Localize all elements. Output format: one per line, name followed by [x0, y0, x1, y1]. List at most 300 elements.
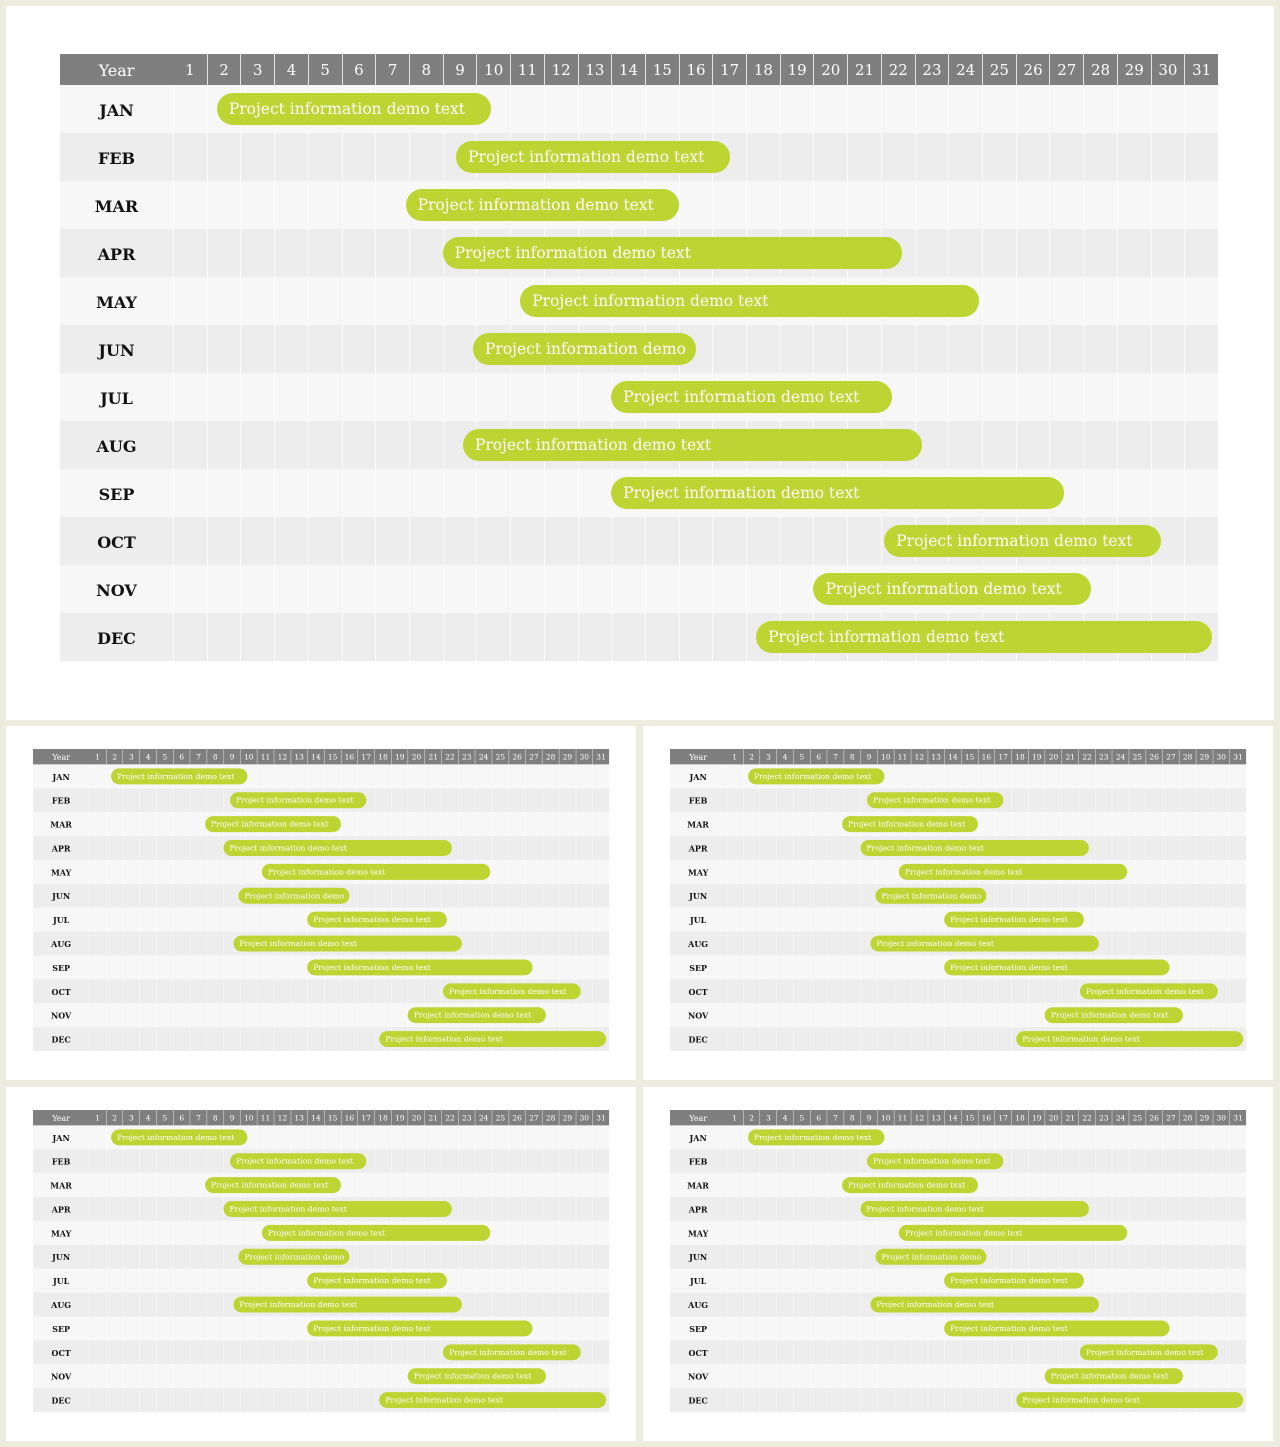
header-day-11: 11	[894, 749, 911, 764]
header-day-14: 14	[944, 749, 961, 764]
month-label: APR	[51, 844, 71, 854]
task-bar-mar[interactable]: Project information demo text	[406, 189, 680, 221]
header-day-5: 5	[156, 1110, 173, 1125]
task-bar-aug[interactable]: Project information demo text	[870, 1297, 1098, 1313]
task-bar-oct[interactable]: Project information demo text	[443, 1344, 581, 1360]
month-label: JUN	[52, 1252, 71, 1263]
task-bar-feb[interactable]: Project information demo text	[230, 792, 366, 808]
header-day-6: 6	[810, 1110, 827, 1125]
task-bar-nov[interactable]: Project information demo text	[408, 1368, 546, 1384]
header-day-7: 7	[190, 1110, 207, 1125]
gantt-chart	[670, 1110, 1246, 1416]
grid-line	[375, 85, 376, 670]
header-day-1: 1	[732, 1113, 737, 1123]
header-day-14: 14	[307, 749, 324, 764]
header-day-15: 15	[645, 54, 679, 85]
task-bar-mar[interactable]: Project information demo text	[205, 816, 341, 832]
header-day-28: 28	[1083, 54, 1117, 85]
task-bar-apr[interactable]: Project information demo text	[443, 237, 902, 269]
task-bar-mar[interactable]: Project information demo text	[205, 1177, 341, 1193]
header-day-3: 3	[123, 1110, 140, 1125]
month-label: NOV	[687, 1011, 709, 1021]
header-day-10: 10	[240, 749, 257, 764]
task-bar-nov[interactable]: Project information demo text	[1045, 1368, 1183, 1384]
task-bar-mar[interactable]: Project information demo text	[842, 816, 978, 832]
header-day-23: 23	[458, 1110, 475, 1125]
header-day-1: 1	[95, 1113, 100, 1123]
task-bar-jul[interactable]: Project information demo text	[611, 381, 892, 413]
header-day-25: 25	[492, 1110, 509, 1125]
month-label: SEP	[689, 1324, 708, 1334]
header-day-6: 6	[173, 749, 190, 764]
header-day-14: 14	[307, 1110, 324, 1125]
task-bar-may[interactable]: Project information demo text	[262, 864, 490, 880]
header-day-8: 8	[844, 1110, 861, 1125]
header-row	[33, 1110, 609, 1125]
month-label: APR	[97, 245, 136, 264]
task-bar-apr[interactable]: Project information demo text	[860, 840, 1088, 856]
header-day-17: 17	[358, 749, 375, 764]
header-day-31: 31	[1184, 54, 1218, 85]
header-day-18: 18	[1011, 749, 1028, 764]
header-day-16: 16	[978, 749, 995, 764]
task-bar-feb[interactable]: Project information demo text	[230, 1153, 366, 1169]
header-day-2: 2	[743, 1110, 760, 1125]
task-bar-jan[interactable]: Project information demo text	[748, 1129, 884, 1145]
header-day-8: 8	[207, 749, 224, 764]
header-day-27: 27	[1162, 749, 1179, 764]
header-day-21: 21	[1062, 749, 1079, 764]
task-bar-jun[interactable]: Project information demo	[875, 1249, 986, 1265]
header-day-5: 5	[793, 749, 810, 764]
month-label: MAR	[687, 820, 709, 830]
header-day-20: 20	[408, 1110, 425, 1125]
header-day-26: 26	[1145, 1110, 1162, 1125]
header-day-4: 4	[140, 1110, 157, 1125]
task-bar-nov[interactable]: Project information demo text	[813, 573, 1090, 605]
month-label: JAN	[689, 772, 707, 782]
task-bar-apr[interactable]: Project information demo text	[860, 1201, 1088, 1217]
task-bar-dec[interactable]: Project information demo text	[379, 1031, 606, 1047]
task-bar-feb[interactable]: Project information demo text	[456, 141, 730, 173]
month-label: FEB	[688, 1157, 708, 1167]
header-row	[33, 749, 609, 764]
header-row	[670, 749, 1246, 764]
header-day-22: 22	[441, 1110, 458, 1125]
task-bar-sep[interactable]: Project information demo text	[307, 1320, 532, 1336]
header-day-9: 9	[223, 749, 240, 764]
header-day-29: 29	[1196, 749, 1213, 764]
gantt-chart	[60, 54, 1218, 670]
header-day-9: 9	[223, 1110, 240, 1125]
month-label: FEB	[51, 796, 71, 806]
header-day-25: 25	[982, 54, 1016, 85]
header-day-11: 11	[257, 1110, 274, 1125]
header-day-27: 27	[525, 1110, 542, 1125]
grid-line	[1117, 85, 1118, 670]
task-bar-jun[interactable]: Project information demo	[238, 1249, 349, 1265]
grid-line	[342, 85, 343, 670]
task-bar-jul[interactable]: Project information demo text	[944, 1273, 1084, 1289]
task-bar-may[interactable]: Project information demo text	[262, 1225, 490, 1241]
task-bar-aug[interactable]: Project information demo text	[870, 936, 1098, 952]
header-day-23: 23	[458, 749, 475, 764]
header-year-label: Year	[98, 61, 135, 80]
header-day-13: 13	[927, 1110, 944, 1125]
task-bar-oct[interactable]: Project information demo text	[443, 983, 581, 999]
grid-line	[746, 85, 747, 670]
header-day-29: 29	[1196, 1110, 1213, 1125]
header-row	[60, 54, 1218, 85]
header-day-28: 28	[542, 1110, 559, 1125]
month-label: AUG	[51, 939, 72, 949]
header-day-24: 24	[1112, 749, 1129, 764]
month-label: JUN	[689, 891, 708, 902]
task-bar-may[interactable]: Project information demo text	[899, 1225, 1127, 1241]
header-day-21: 21	[425, 1110, 442, 1125]
header-day-10: 10	[877, 1110, 894, 1125]
grid-line	[207, 85, 208, 670]
task-bar-jan[interactable]: Project information demo text	[217, 93, 491, 125]
header-day-12: 12	[274, 749, 291, 764]
task-bar-mar[interactable]: Project information demo text	[842, 1177, 978, 1193]
header-day-24: 24	[475, 1110, 492, 1125]
header-day-26: 26	[508, 749, 525, 764]
header-day-30: 30	[1213, 1110, 1230, 1125]
header-day-4: 4	[140, 749, 157, 764]
header-day-27: 27	[1162, 1110, 1179, 1125]
task-bar-sep[interactable]: Project information demo text	[944, 959, 1169, 975]
task-bar-apr[interactable]: Project information demo text	[223, 840, 451, 856]
header-day-20: 20	[408, 749, 425, 764]
header-day-24: 24	[475, 749, 492, 764]
header-day-19: 19	[1028, 749, 1045, 764]
header-day-7: 7	[827, 1110, 844, 1125]
task-bar-sep[interactable]: Project information demo text	[944, 1320, 1169, 1336]
task-bar-oct[interactable]: Project information demo text	[1080, 983, 1218, 999]
month-label: AUG	[688, 939, 709, 949]
month-label: JUN	[98, 341, 135, 360]
header-day-26: 26	[1145, 749, 1162, 764]
header-day-13: 13	[290, 1110, 307, 1125]
header-day-14: 14	[611, 54, 645, 85]
header-day-15: 15	[324, 1110, 341, 1125]
task-bar-may[interactable]: Project information demo text	[520, 285, 979, 317]
header-day-4: 4	[777, 1110, 794, 1125]
grid-line	[1218, 85, 1219, 670]
header-day-30: 30	[576, 1110, 593, 1125]
header-day-8: 8	[844, 749, 861, 764]
header-day-5: 5	[793, 1110, 810, 1125]
task-bar-nov[interactable]: Project information demo text	[408, 1007, 546, 1023]
header-day-1: 1	[185, 61, 195, 79]
header-day-21: 21	[847, 54, 881, 85]
header-day-13: 13	[578, 54, 612, 85]
task-bar-dec[interactable]: Project information demo text	[379, 1392, 606, 1408]
month-label: JAN	[52, 772, 70, 782]
header-day-20: 20	[1045, 749, 1062, 764]
header-day-2: 2	[207, 54, 241, 85]
month-label: SEP	[98, 485, 135, 504]
header-day-1: 1	[732, 752, 737, 762]
month-label: JUL	[689, 915, 707, 926]
header-day-7: 7	[827, 749, 844, 764]
month-label: FEB	[688, 796, 708, 806]
month-label: NOV	[50, 1372, 72, 1382]
header-day-8: 8	[207, 1110, 224, 1125]
month-label: MAY	[687, 1228, 709, 1239]
header-day-31: 31	[592, 1110, 609, 1125]
header-day-6: 6	[810, 749, 827, 764]
task-bar-jul[interactable]: Project information demo text	[307, 912, 447, 928]
thumbnail-slide-1	[6, 726, 636, 1080]
header-day-12: 12	[544, 54, 578, 85]
month-label: DEC	[51, 1035, 71, 1045]
month-label: MAY	[50, 1228, 72, 1239]
header-day-19: 19	[780, 54, 814, 85]
header-day-22: 22	[1078, 749, 1095, 764]
header-day-5: 5	[308, 54, 342, 85]
header-day-26: 26	[1016, 54, 1050, 85]
main-slide	[6, 6, 1274, 720]
header-day-29: 29	[1117, 54, 1151, 85]
grid-line	[1151, 85, 1152, 670]
month-label: MAR	[687, 1181, 709, 1191]
header-day-4: 4	[777, 749, 794, 764]
header-day-3: 3	[760, 1110, 777, 1125]
header-day-22: 22	[881, 54, 915, 85]
header-day-7: 7	[190, 749, 207, 764]
header-day-4: 4	[274, 54, 308, 85]
month-label: DEC	[97, 629, 136, 648]
month-label: MAY	[96, 293, 137, 312]
header-day-24: 24	[948, 54, 982, 85]
month-label: AUG	[96, 437, 137, 456]
month-label: MAY	[50, 867, 72, 878]
month-label: JAN	[689, 1133, 707, 1143]
grid-line	[308, 85, 309, 670]
grid-line	[409, 85, 410, 670]
header-day-3: 3	[760, 749, 777, 764]
header-day-15: 15	[324, 749, 341, 764]
month-label: DEC	[51, 1396, 71, 1406]
header-day-9: 9	[860, 1110, 877, 1125]
task-bar-jun[interactable]: Project information demo	[875, 888, 986, 904]
header-day-21: 21	[425, 749, 442, 764]
header-year-label: Year	[689, 1113, 708, 1123]
header-day-16: 16	[341, 1110, 358, 1125]
header-day-10: 10	[877, 749, 894, 764]
header-day-7: 7	[375, 54, 409, 85]
header-day-10: 10	[476, 54, 510, 85]
header-day-17: 17	[358, 1110, 375, 1125]
header-day-3: 3	[240, 54, 274, 85]
header-day-10: 10	[240, 1110, 257, 1125]
header-row	[670, 1110, 1246, 1125]
month-label: JUN	[52, 891, 71, 902]
header-day-11: 11	[510, 54, 544, 85]
header-day-29: 29	[559, 749, 576, 764]
header-day-12: 12	[911, 1110, 928, 1125]
task-bar-apr[interactable]: Project information demo text	[223, 1201, 451, 1217]
grid-line	[1184, 85, 1185, 670]
header-day-28: 28	[542, 749, 559, 764]
header-day-25: 25	[492, 749, 509, 764]
month-label: OCT	[688, 1348, 708, 1358]
header-day-17: 17	[995, 749, 1012, 764]
header-day-27: 27	[1049, 54, 1083, 85]
header-day-2: 2	[106, 1110, 123, 1125]
header-day-19: 19	[391, 1110, 408, 1125]
header-day-31: 31	[592, 749, 609, 764]
month-label: AUG	[688, 1300, 709, 1310]
task-bar-feb[interactable]: Project information demo text	[867, 1153, 1003, 1169]
header-day-22: 22	[441, 749, 458, 764]
header-day-18: 18	[746, 54, 780, 85]
header-day-17: 17	[995, 1110, 1012, 1125]
month-label: JUL	[689, 1276, 707, 1287]
header-day-19: 19	[391, 749, 408, 764]
month-label: JAN	[52, 1133, 70, 1143]
gantt-chart	[33, 1110, 609, 1416]
task-bar-dec[interactable]: Project information demo text	[756, 621, 1212, 653]
month-label: MAR	[50, 1181, 72, 1191]
header-day-5: 5	[156, 749, 173, 764]
header-day-15: 15	[961, 749, 978, 764]
month-label: NOV	[50, 1011, 72, 1021]
month-label: JUN	[689, 1252, 708, 1263]
header-day-2: 2	[743, 749, 760, 764]
header-day-3: 3	[123, 749, 140, 764]
header-day-31: 31	[1229, 1110, 1246, 1125]
task-bar-may[interactable]: Project information demo text	[899, 864, 1127, 880]
header-day-30: 30	[1151, 54, 1185, 85]
header-day-26: 26	[508, 1110, 525, 1125]
month-label: SEP	[689, 963, 708, 973]
task-bar-sep[interactable]: Project information demo text	[611, 477, 1063, 509]
header-year-label: Year	[52, 1113, 71, 1123]
task-bar-aug[interactable]: Project information demo text	[233, 1297, 461, 1313]
month-label: APR	[688, 1205, 708, 1215]
month-label: OCT	[51, 1348, 71, 1358]
task-bar-aug[interactable]: Project information demo text	[233, 936, 461, 952]
task-bar-jun[interactable]: Project information demo	[473, 333, 696, 365]
header-day-25: 25	[1129, 749, 1146, 764]
grid-line	[274, 85, 275, 670]
task-bar-jun[interactable]: Project information demo	[238, 888, 349, 904]
header-day-20: 20	[1045, 1110, 1062, 1125]
header-day-15: 15	[961, 1110, 978, 1125]
month-label: AUG	[51, 1300, 72, 1310]
header-day-20: 20	[813, 54, 847, 85]
task-bar-dec[interactable]: Project information demo text	[1016, 1031, 1243, 1047]
header-day-18: 18	[1011, 1110, 1028, 1125]
header-day-25: 25	[1129, 1110, 1146, 1125]
header-day-17: 17	[712, 54, 746, 85]
month-label: JUL	[100, 389, 133, 408]
header-day-11: 11	[894, 1110, 911, 1125]
header-day-28: 28	[1179, 1110, 1196, 1125]
header-day-31: 31	[1229, 749, 1246, 764]
header-day-23: 23	[1095, 1110, 1112, 1125]
header-day-18: 18	[374, 749, 391, 764]
gantt-chart	[670, 749, 1246, 1055]
task-bar-jan[interactable]: Project information demo text	[748, 768, 884, 784]
month-label: OCT	[51, 987, 71, 997]
header-day-6: 6	[173, 1110, 190, 1125]
grid-line	[240, 85, 241, 670]
header-day-11: 11	[257, 749, 274, 764]
header-day-16: 16	[679, 54, 713, 85]
header-day-6: 6	[342, 54, 376, 85]
task-bar-feb[interactable]: Project information demo text	[867, 792, 1003, 808]
task-bar-aug[interactable]: Project information demo text	[463, 429, 922, 461]
grid-line	[173, 85, 174, 670]
month-label: DEC	[688, 1396, 708, 1406]
thumbnail-slide-3	[6, 1087, 636, 1441]
header-day-2: 2	[106, 749, 123, 764]
header-day-9: 9	[860, 749, 877, 764]
header-day-16: 16	[978, 1110, 995, 1125]
task-bar-nov[interactable]: Project information demo text	[1045, 1007, 1183, 1023]
task-bar-jan[interactable]: Project information demo text	[111, 768, 247, 784]
month-label: JUL	[52, 915, 70, 926]
header-day-9: 9	[443, 54, 477, 85]
month-label: OCT	[97, 533, 136, 552]
header-day-30: 30	[1213, 749, 1230, 764]
task-bar-dec[interactable]: Project information demo text	[1016, 1392, 1243, 1408]
header-day-28: 28	[1179, 749, 1196, 764]
header-day-1: 1	[95, 752, 100, 762]
header-day-27: 27	[525, 749, 542, 764]
header-day-13: 13	[290, 749, 307, 764]
header-day-24: 24	[1112, 1110, 1129, 1125]
month-label: APR	[688, 844, 708, 854]
month-label: SEP	[52, 963, 71, 973]
month-label: SEP	[52, 1324, 71, 1334]
header-day-29: 29	[559, 1110, 576, 1125]
task-bar-oct[interactable]: Project information demo text	[1080, 1344, 1218, 1360]
task-bar-jul[interactable]: Project information demo text	[944, 912, 1084, 928]
header-day-18: 18	[374, 1110, 391, 1125]
task-bar-jan[interactable]: Project information demo text	[111, 1129, 247, 1145]
header-year-label: Year	[52, 752, 71, 762]
task-bar-oct[interactable]: Project information demo text	[884, 525, 1161, 557]
header-day-12: 12	[274, 1110, 291, 1125]
month-label: FEB	[51, 1157, 71, 1167]
header-day-13: 13	[927, 749, 944, 764]
month-label: APR	[51, 1205, 71, 1215]
month-label: NOV	[96, 581, 137, 600]
grid-line	[780, 85, 781, 670]
header-day-21: 21	[1062, 1110, 1079, 1125]
month-label: MAR	[50, 820, 72, 830]
header-day-16: 16	[341, 749, 358, 764]
header-day-12: 12	[911, 749, 928, 764]
month-label: OCT	[688, 987, 708, 997]
month-label: FEB	[97, 149, 136, 168]
header-day-30: 30	[576, 749, 593, 764]
gantt-chart	[33, 749, 609, 1055]
header-day-8: 8	[409, 54, 443, 85]
month-label: JAN	[99, 101, 134, 120]
task-bar-jul[interactable]: Project information demo text	[307, 1273, 447, 1289]
header-day-23: 23	[915, 54, 949, 85]
header-day-22: 22	[1078, 1110, 1095, 1125]
task-bar-sep[interactable]: Project information demo text	[307, 959, 532, 975]
month-label: JUL	[52, 1276, 70, 1287]
month-label: MAR	[94, 197, 139, 216]
